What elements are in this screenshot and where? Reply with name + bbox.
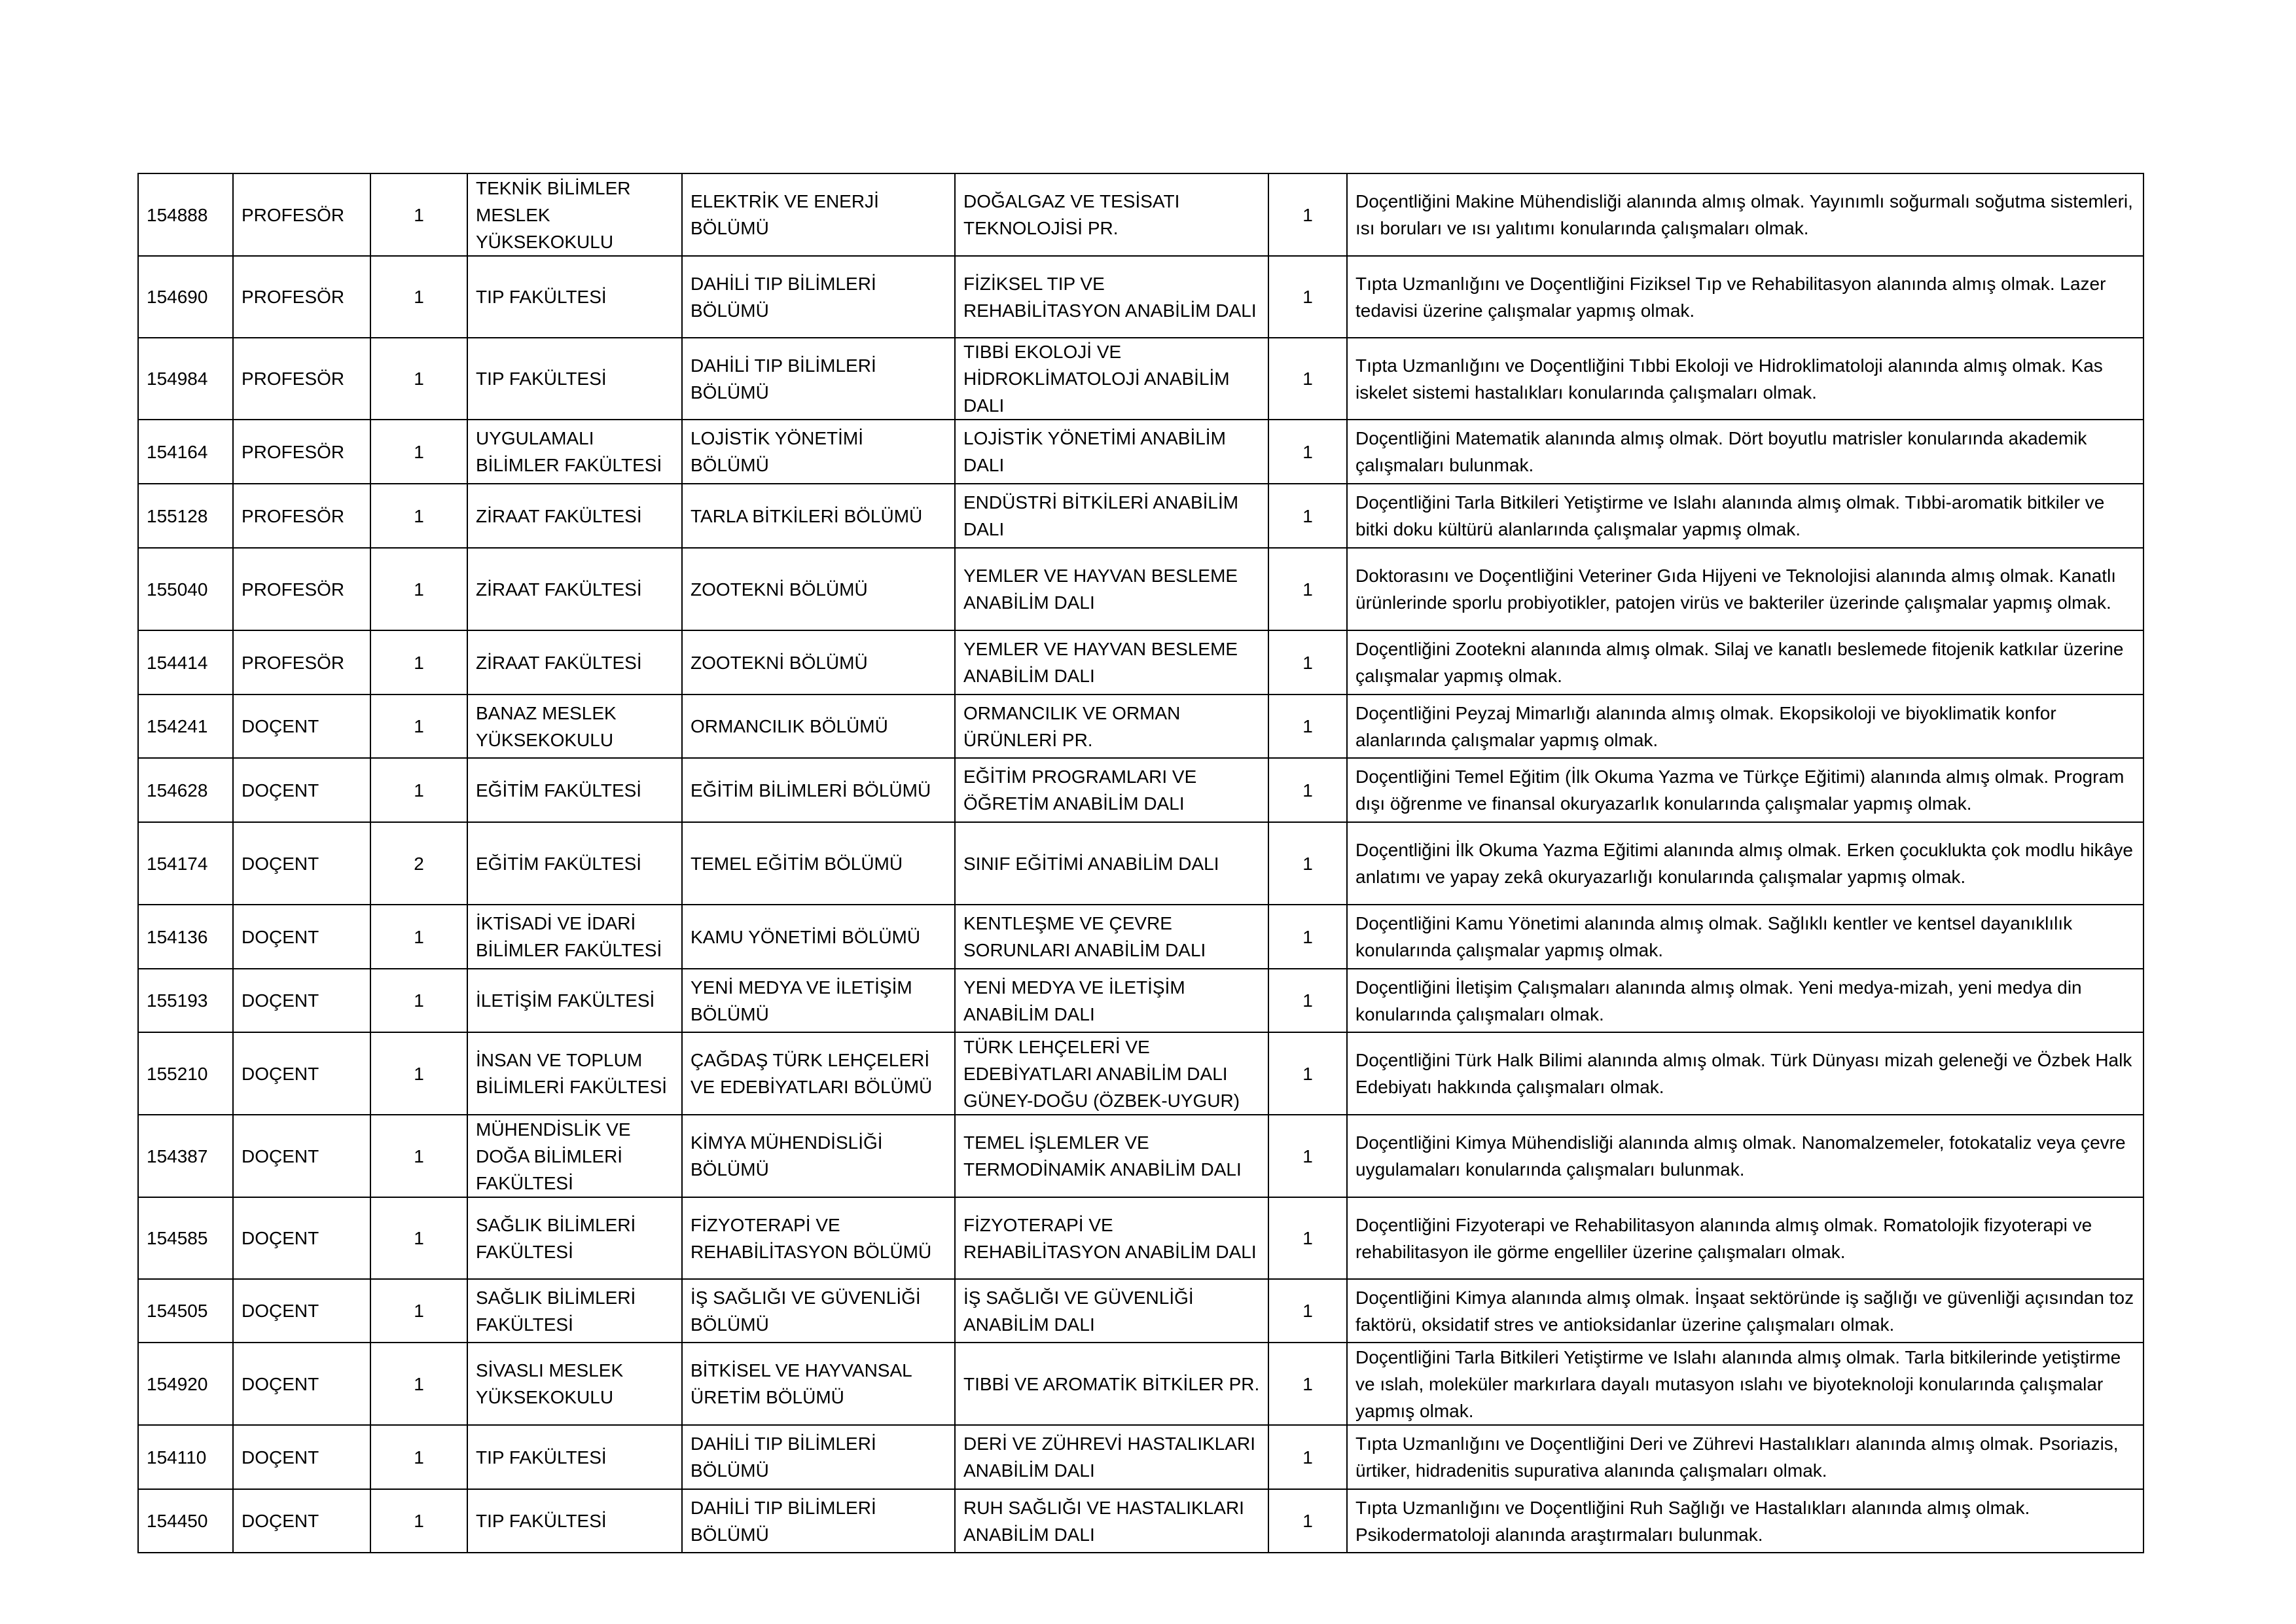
cell-program: FİZYOTERAPİ VE REHABİLİTASYON ANABİLİM DALI <box>955 1197 1268 1279</box>
cell-id: 154585 <box>138 1197 233 1279</box>
cell-title: PROFESÖR <box>233 420 370 484</box>
cell-program: TEMEL İŞLEMLER VE TERMODİNAMİK ANABİLİM DALI <box>955 1115 1268 1197</box>
cell-description: Doçentliğini Matematik alanında almış olmak. Dört boyutlu matrisler konularında akademik çalışmaları bulunmak. <box>1347 420 2144 484</box>
cell-quota: 1 <box>1268 969 1347 1032</box>
cell-title: PROFESÖR <box>233 484 370 548</box>
table-row <box>138 1343 2144 1425</box>
cell-description: Tıpta Uzmanlığını ve Doçentliğini Deri ve Zührevi Hastalıkları alanında almış olmak. Psoriazis, ürtiker, hidradenitis supurativa alanında çalışmaları olmak. <box>1347 1425 2144 1489</box>
cell-department: KİMYA MÜHENDİSLİĞİ BÖLÜMÜ <box>682 1115 955 1197</box>
cell-department: TEMEL EĞİTİM BÖLÜMÜ <box>682 822 955 905</box>
cell-unit: EĞİTİM FAKÜLTESİ <box>467 758 682 822</box>
cell-program: TIBBİ EKOLOJİ VE HİDROKLİMATOLOJİ ANABİLİM DALI <box>955 338 1268 420</box>
cell-unit: TEKNİK BİLİMLER MESLEK YÜKSEKOKULU <box>467 173 682 256</box>
cell-id: 154628 <box>138 758 233 822</box>
cell-description: Doçentliğini Temel Eğitim (İlk Okuma Yazma ve Türkçe Eğitimi) alanında almış olmak. Program dışı öğrenme ve finansal okuryazarlık konularında çalışmalar yapmış olmak. <box>1347 758 2144 822</box>
cell-id: 155040 <box>138 548 233 630</box>
cell-id: 154110 <box>138 1425 233 1489</box>
cell-description: Doçentliğini İlk Okuma Yazma Eğitimi alanında almış olmak. Erken çocuklukta çok modlu hikâye anlatımı ve yapay zekâ okuryazarlığı konularında çalışmalar yapmış olmak. <box>1347 822 2144 905</box>
table-row <box>138 173 2144 256</box>
cell-count: 1 <box>370 173 467 256</box>
cell-unit: SİVASLI MESLEK YÜKSEKOKULU <box>467 1343 682 1425</box>
cell-description: Doçentliğini Peyzaj Mimarlığı alanında almış olmak. Ekopsikoloji ve biyoklimatik konfor alanlarında çalışmalar yapmış olmak. <box>1347 695 2144 758</box>
cell-count: 1 <box>370 905 467 969</box>
cell-program: ORMANCILIK VE ORMAN ÜRÜNLERİ PR. <box>955 695 1268 758</box>
cell-count: 1 <box>370 1425 467 1489</box>
cell-description: Doçentliğini Kimya Mühendisliği alanında almış olmak. Nanomalzemeler, fotokataliz veya çevre uygulamaları konularında çalışmaları bulunmak. <box>1347 1115 2144 1197</box>
cell-count: 1 <box>370 420 467 484</box>
cell-description: Doçentliğini Kamu Yönetimi alanında almış olmak. Sağlıklı kentler ve kentsel dayanıklılık konularında çalışmalar yapmış olmak. <box>1347 905 2144 969</box>
cell-title: DOÇENT <box>233 1197 370 1279</box>
cell-department: ZOOTEKNİ BÖLÜMÜ <box>682 548 955 630</box>
cell-id: 154414 <box>138 630 233 695</box>
cell-count: 2 <box>370 822 467 905</box>
cell-title: DOÇENT <box>233 1343 370 1425</box>
cell-id: 154450 <box>138 1489 233 1553</box>
cell-program: KENTLEŞME VE ÇEVRE SORUNLARI ANABİLİM DALI <box>955 905 1268 969</box>
cell-id: 154387 <box>138 1115 233 1197</box>
table-row <box>138 1115 2144 1197</box>
cell-id: 155128 <box>138 484 233 548</box>
cell-title: DOÇENT <box>233 969 370 1032</box>
cell-unit: TIP FAKÜLTESİ <box>467 1425 682 1489</box>
cell-title: DOÇENT <box>233 695 370 758</box>
cell-id: 154690 <box>138 256 233 338</box>
cell-quota: 1 <box>1268 1197 1347 1279</box>
cell-program: TÜRK LEHÇELERİ VE EDEBİYATLARI ANABİLİM DALI GÜNEY-DOĞU (ÖZBEK-UYGUR) <box>955 1032 1268 1115</box>
cell-department: ELEKTRİK VE ENERJİ BÖLÜMÜ <box>682 173 955 256</box>
cell-quota: 1 <box>1268 822 1347 905</box>
cell-count: 1 <box>370 548 467 630</box>
table-row <box>138 1279 2144 1343</box>
cell-quota: 1 <box>1268 484 1347 548</box>
cell-description: Doçentliğini Türk Halk Bilimi alanında almış olmak. Türk Dünyası mizah geleneği ve Özbek Halk Edebiyatı hakkında çalışmaları olmak. <box>1347 1032 2144 1115</box>
cell-quota: 1 <box>1268 1343 1347 1425</box>
cell-unit: ZİRAAT FAKÜLTESİ <box>467 548 682 630</box>
cell-quota: 1 <box>1268 1425 1347 1489</box>
cell-program: ENDÜSTRİ BİTKİLERİ ANABİLİM DALI <box>955 484 1268 548</box>
table-row <box>138 338 2144 420</box>
cell-title: DOÇENT <box>233 1115 370 1197</box>
cell-id: 154241 <box>138 695 233 758</box>
cell-description: Doçentliğini İletişim Çalışmaları alanında almış olmak. Yeni medya-mizah, yeni medya din konularında çalışmaları olmak. <box>1347 969 2144 1032</box>
cell-unit: İKTİSADİ VE İDARİ BİLİMLER FAKÜLTESİ <box>467 905 682 969</box>
table-row <box>138 1032 2144 1115</box>
cell-count: 1 <box>370 1279 467 1343</box>
cell-department: LOJİSTİK YÖNETİMİ BÖLÜMÜ <box>682 420 955 484</box>
cell-program: TIBBİ VE AROMATİK BİTKİLER PR. <box>955 1343 1268 1425</box>
cell-program: DOĞALGAZ VE TESİSATI TEKNOLOJİSİ PR. <box>955 173 1268 256</box>
cell-quota: 1 <box>1268 173 1347 256</box>
cell-program: İŞ SAĞLIĞI VE GÜVENLİĞİ ANABİLİM DALI <box>955 1279 1268 1343</box>
cell-department: KAMU YÖNETİMİ BÖLÜMÜ <box>682 905 955 969</box>
cell-unit: SAĞLIK BİLİMLERİ FAKÜLTESİ <box>467 1197 682 1279</box>
cell-department: İŞ SAĞLIĞI VE GÜVENLİĞİ BÖLÜMÜ <box>682 1279 955 1343</box>
cell-quota: 1 <box>1268 758 1347 822</box>
cell-title: PROFESÖR <box>233 630 370 695</box>
cell-description: Doçentliğini Zootekni alanında almış olmak. Silaj ve kanatlı beslemede fitojenik katkılar üzerine çalışmalar yapmış olmak. <box>1347 630 2144 695</box>
cell-department: ÇAĞDAŞ TÜRK LEHÇELERİ VE EDEBİYATLARI BÖLÜMÜ <box>682 1032 955 1115</box>
cell-count: 1 <box>370 484 467 548</box>
cell-count: 1 <box>370 1197 467 1279</box>
cell-unit: İLETİŞİM FAKÜLTESİ <box>467 969 682 1032</box>
cell-quota: 1 <box>1268 1279 1347 1343</box>
cell-description: Tıpta Uzmanlığını ve Doçentliğini Tıbbi Ekoloji ve Hidroklimatoloji alanında almış olmak. Kas iskelet sistemi hastalıkları konularında çalışmaları olmak. <box>1347 338 2144 420</box>
cell-quota: 1 <box>1268 256 1347 338</box>
cell-program: EĞİTİM PROGRAMLARI VE ÖĞRETİM ANABİLİM DALI <box>955 758 1268 822</box>
cell-description: Doktorasını ve Doçentliğini Veteriner Gıda Hijyeni ve Teknolojisi alanında almış olmak. Kanatlı ürünlerinde sporlu probiyotikler, patojen virüs ve bakteriler üzerinde çalışmalar yapmış olmak. <box>1347 548 2144 630</box>
cell-id: 154505 <box>138 1279 233 1343</box>
cell-description: Doçentliğini Tarla Bitkileri Yetiştirme ve Islahı alanında almış olmak. Tarla bitkilerinde yetiştirme ve ıslah, moleküler markırlara dayalı mutasyon ıslahı ve biyoteknoloji konularında çalışmalar yapmış olmak. <box>1347 1343 2144 1425</box>
cell-count: 1 <box>370 969 467 1032</box>
cell-unit: ZİRAAT FAKÜLTESİ <box>467 484 682 548</box>
cell-department: TARLA BİTKİLERİ BÖLÜMÜ <box>682 484 955 548</box>
cell-count: 1 <box>370 758 467 822</box>
cell-count: 1 <box>370 630 467 695</box>
cell-unit: ZİRAAT FAKÜLTESİ <box>467 630 682 695</box>
cell-count: 1 <box>370 256 467 338</box>
cell-unit: MÜHENDİSLİK VE DOĞA BİLİMLERİ FAKÜLTESİ <box>467 1115 682 1197</box>
cell-department: DAHİLİ TIP BİLİMLERİ BÖLÜMÜ <box>682 338 955 420</box>
cell-title: DOÇENT <box>233 1489 370 1553</box>
table-row <box>138 630 2144 695</box>
table-row <box>138 1425 2144 1489</box>
cell-description: Doçentliğini Tarla Bitkileri Yetiştirme ve Islahı alanında almış olmak. Tıbbi-aromatik bitkiler ve bitki doku kültürü alanlarında çalışmalar yapmış olmak. <box>1347 484 2144 548</box>
cell-title: DOÇENT <box>233 1279 370 1343</box>
cell-department: ZOOTEKNİ BÖLÜMÜ <box>682 630 955 695</box>
cell-department: DAHİLİ TIP BİLİMLERİ BÖLÜMÜ <box>682 1489 955 1553</box>
cell-quota: 1 <box>1268 548 1347 630</box>
cell-unit: TIP FAKÜLTESİ <box>467 1489 682 1553</box>
cell-program: RUH SAĞLIĞI VE HASTALIKLARI ANABİLİM DALI <box>955 1489 1268 1553</box>
cell-description: Doçentliğini Kimya alanında almış olmak. İnşaat sektöründe iş sağlığı ve güvenliği açısından toz faktörü, oksidatif stres ve antioksidanlar üzerine çalışmaları olmak. <box>1347 1279 2144 1343</box>
table-row <box>138 1197 2144 1279</box>
table-row <box>138 758 2144 822</box>
cell-department: FİZYOTERAPİ VE REHABİLİTASYON BÖLÜMÜ <box>682 1197 955 1279</box>
table-row <box>138 484 2144 548</box>
cell-id: 154164 <box>138 420 233 484</box>
cell-unit: BANAZ MESLEK YÜKSEKOKULU <box>467 695 682 758</box>
table-row <box>138 1489 2144 1553</box>
cell-id: 155193 <box>138 969 233 1032</box>
cell-unit: TIP FAKÜLTESİ <box>467 338 682 420</box>
table-row <box>138 420 2144 484</box>
table-row <box>138 905 2144 969</box>
cell-id: 154984 <box>138 338 233 420</box>
cell-program: YEMLER VE HAYVAN BESLEME ANABİLİM DALI <box>955 548 1268 630</box>
cell-unit: EĞİTİM FAKÜLTESİ <box>467 822 682 905</box>
cell-title: PROFESÖR <box>233 256 370 338</box>
cell-title: DOÇENT <box>233 1425 370 1489</box>
cell-department: DAHİLİ TIP BİLİMLERİ BÖLÜMÜ <box>682 1425 955 1489</box>
cell-count: 1 <box>370 1032 467 1115</box>
cell-department: YENİ MEDYA VE İLETİŞİM BÖLÜMÜ <box>682 969 955 1032</box>
cell-id: 154920 <box>138 1343 233 1425</box>
cell-id: 154136 <box>138 905 233 969</box>
cell-title: DOÇENT <box>233 758 370 822</box>
cell-description: Doçentliğini Makine Mühendisliği alanında almış olmak. Yayınımlı soğurmalı soğutma sistemleri, ısı boruları ve ısı yalıtımı konularında çalışmaları olmak. <box>1347 173 2144 256</box>
cell-count: 1 <box>370 1489 467 1553</box>
table-row <box>138 548 2144 630</box>
cell-program: FİZİKSEL TIP VE REHABİLİTASYON ANABİLİM DALI <box>955 256 1268 338</box>
cell-id: 155210 <box>138 1032 233 1115</box>
cell-quota: 1 <box>1268 338 1347 420</box>
cell-title: PROFESÖR <box>233 173 370 256</box>
cell-count: 1 <box>370 1115 467 1197</box>
cell-description: Tıpta Uzmanlığını ve Doçentliğini Fiziksel Tıp ve Rehabilitasyon alanında almış olmak. Lazer tedavisi üzerine çalışmalar yapmış olmak. <box>1347 256 2144 338</box>
cell-quota: 1 <box>1268 1032 1347 1115</box>
cell-quota: 1 <box>1268 1489 1347 1553</box>
cell-quota: 1 <box>1268 420 1347 484</box>
cell-title: PROFESÖR <box>233 338 370 420</box>
cell-program: SINIF EĞİTİMİ ANABİLİM DALI <box>955 822 1268 905</box>
position-table <box>137 173 2144 1553</box>
cell-quota: 1 <box>1268 630 1347 695</box>
cell-description: Doçentliğini Fizyoterapi ve Rehabilitasyon alanında almış olmak. Romatolojik fizyoterapi ve rehabilitasyon ile görme engelliler üzerine çalışmaları olmak. <box>1347 1197 2144 1279</box>
table-row <box>138 969 2144 1032</box>
cell-program: YENİ MEDYA VE İLETİŞİM ANABİLİM DALI <box>955 969 1268 1032</box>
cell-count: 1 <box>370 695 467 758</box>
cell-department: BİTKİSEL VE HAYVANSAL ÜRETİM BÖLÜMÜ <box>682 1343 955 1425</box>
cell-unit: İNSAN VE TOPLUM BİLİMLERİ FAKÜLTESİ <box>467 1032 682 1115</box>
cell-department: EĞİTİM BİLİMLERİ BÖLÜMÜ <box>682 758 955 822</box>
cell-count: 1 <box>370 338 467 420</box>
cell-title: DOÇENT <box>233 905 370 969</box>
cell-department: DAHİLİ TIP BİLİMLERİ BÖLÜMÜ <box>682 256 955 338</box>
table-body <box>138 173 2144 1553</box>
cell-title: DOÇENT <box>233 1032 370 1115</box>
cell-unit: UYGULAMALI BİLİMLER FAKÜLTESİ <box>467 420 682 484</box>
table-row <box>138 822 2144 905</box>
cell-id: 154174 <box>138 822 233 905</box>
cell-title: PROFESÖR <box>233 548 370 630</box>
cell-unit: SAĞLIK BİLİMLERİ FAKÜLTESİ <box>467 1279 682 1343</box>
table-row <box>138 695 2144 758</box>
cell-id: 154888 <box>138 173 233 256</box>
cell-quota: 1 <box>1268 905 1347 969</box>
cell-title: DOÇENT <box>233 822 370 905</box>
cell-unit: TIP FAKÜLTESİ <box>467 256 682 338</box>
cell-department: ORMANCILIK BÖLÜMÜ <box>682 695 955 758</box>
cell-program: YEMLER VE HAYVAN BESLEME ANABİLİM DALI <box>955 630 1268 695</box>
cell-program: DERİ VE ZÜHREVİ HASTALIKLARI ANABİLİM DALI <box>955 1425 1268 1489</box>
cell-quota: 1 <box>1268 1115 1347 1197</box>
cell-program: LOJİSTİK YÖNETİMİ ANABİLİM DALI <box>955 420 1268 484</box>
cell-description: Tıpta Uzmanlığını ve Doçentliğini Ruh Sağlığı ve Hastalıkları alanında almış olmak. Psikodermatoloji alanında araştırmaları bulunmak. <box>1347 1489 2144 1553</box>
table-row <box>138 256 2144 338</box>
cell-quota: 1 <box>1268 695 1347 758</box>
cell-count: 1 <box>370 1343 467 1425</box>
